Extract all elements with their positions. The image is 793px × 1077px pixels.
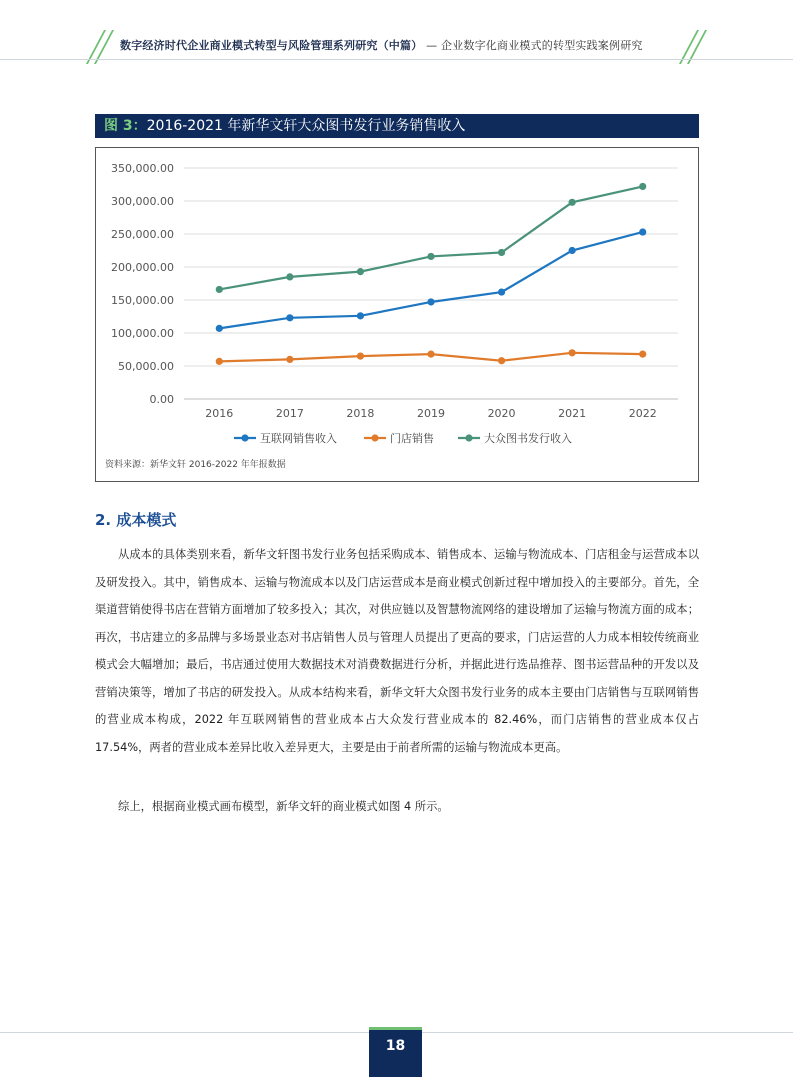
data-point xyxy=(639,183,646,190)
data-point xyxy=(498,357,505,364)
data-point xyxy=(639,351,646,358)
data-point xyxy=(427,253,434,260)
series-line-3 xyxy=(219,186,642,289)
x-tick-label: 2018 xyxy=(346,407,375,420)
chart-container xyxy=(95,147,699,482)
y-tick-label: 150,000.00 xyxy=(111,294,174,307)
legend-label: 门店销售 xyxy=(390,432,434,445)
x-tick-label: 2020 xyxy=(487,407,516,420)
x-tick-label: 2019 xyxy=(417,407,445,420)
figure-title: 2016-2021 年新华文轩大众图书发行业务销售收入 xyxy=(146,118,466,134)
data-point xyxy=(357,268,364,275)
data-point xyxy=(216,358,223,365)
page-number: 18 xyxy=(369,1027,422,1077)
header-divider xyxy=(0,59,793,60)
x-tick-label: 2021 xyxy=(558,407,587,420)
data-point xyxy=(427,351,434,358)
x-tick-label: 2017 xyxy=(275,407,304,420)
data-point xyxy=(357,353,364,360)
x-tick-label: 2016 xyxy=(205,407,234,420)
figure-label: 图 3： xyxy=(104,118,147,134)
legend-marker xyxy=(465,434,472,441)
y-tick-label: 250,000.00 xyxy=(111,228,174,241)
y-tick-label: 100,000.00 xyxy=(111,327,174,340)
data-point xyxy=(569,199,576,206)
data-point xyxy=(569,247,576,254)
section-heading: 2. 成本模式 xyxy=(95,511,177,529)
data-point xyxy=(498,288,505,295)
body-paragraph-1: 从成本的具体类别来看，新华文轩图书发行业务包括采购成本、销售成本、运输与物流成本、门店租金与运营成本以及研发投入。其中，销售成本、运输与物流成本以及门店运营成本是商业模式创新过程中增加投入的主要部分。首先，全渠道营销使得书店在营销方面增加了较多投入；其次，对供应链以及智慧物流网络的建设增加了运输与物流方面的成本；再次，书店建立的多品牌与多场景业态对书店销售人员与管理人员提出了更高的要求，门店运营的人力成本相较传统商业模式会大幅增加；最后，书店通过使用大数据技术对消费数据进行分析，并据此进行选品推荐、图书运营品种的开发以及营销决策等，增加了书店的研发投入。从成本结构来看，新华文轩大众图书发行业务的成本主要由门店销售与互联网销售的营业成本构成，2022 年互联网销售的营业成本占大众发行营业成本的 82.46%，而门店销售的营业成本仅占 17.54%，两者的营业成本差异比收入差异更大，主要是由于前者所需的运输与物流成本更高。 xyxy=(95,548,699,754)
y-tick-label: 200,000.00 xyxy=(111,261,174,274)
legend-label: 大众图书发行收入 xyxy=(484,432,572,445)
series-line-1 xyxy=(219,232,642,328)
header-title-sub: — 企业数字化商业模式的转型实践案例研究 xyxy=(426,39,643,52)
data-point xyxy=(216,286,223,293)
page-header xyxy=(0,0,793,62)
data-point xyxy=(286,314,293,321)
data-point xyxy=(639,228,646,235)
figure-title-banner xyxy=(95,114,699,138)
data-point xyxy=(498,249,505,256)
legend-label: 互联网销售收入 xyxy=(260,432,337,445)
body-paragraph-2: 综上，根据商业模式画布模型，新华文轩的商业模式如图 4 所示。 xyxy=(118,800,449,813)
header-title xyxy=(120,36,685,56)
header-title-bold: 数字经济时代企业商业模式转型与风险管理系列研究（中篇） xyxy=(120,39,423,52)
x-tick-label: 2022 xyxy=(628,407,657,420)
data-point xyxy=(569,349,576,356)
line-chart xyxy=(96,148,698,481)
y-tick-label: 350,000.00 xyxy=(111,162,174,175)
chart-source: 资料来源：新华文轩 2016-2022 年年报数据 xyxy=(105,460,286,470)
data-point xyxy=(427,298,434,305)
legend-marker xyxy=(241,434,248,441)
legend-marker xyxy=(371,434,378,441)
y-tick-label: 0.00 xyxy=(149,393,174,406)
data-point xyxy=(216,325,223,332)
y-tick-label: 50,000.00 xyxy=(118,360,174,373)
data-point xyxy=(357,312,364,319)
data-point xyxy=(286,273,293,280)
data-point xyxy=(286,356,293,363)
y-tick-label: 300,000.00 xyxy=(111,195,174,208)
